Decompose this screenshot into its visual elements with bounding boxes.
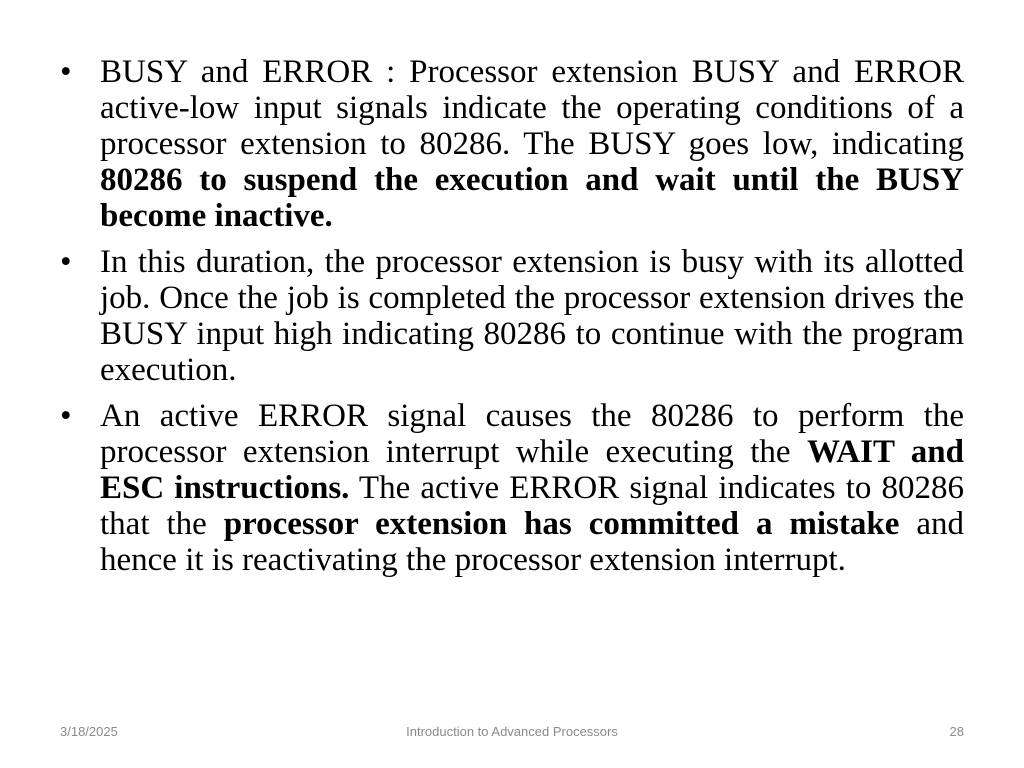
footer-title: Introduction to Advanced Processors <box>406 724 618 739</box>
bullet-icon: • <box>60 244 72 280</box>
text-segment: and hence it is reactivating the processor extension interrupt. <box>100 506 964 578</box>
bullet-text <box>100 244 964 388</box>
bullet-item-duration <box>60 244 964 388</box>
bullet-item-busy-error <box>60 54 964 234</box>
bullet-icon: • <box>60 54 72 90</box>
bullet-item-error-signal <box>60 398 964 578</box>
text-segment: BUSY and ERROR : Processor extension BUSY and ERROR active-low input signals indicate the operating conditions of a processor extension to 80286. The BUSY goes low, indicating <box>100 54 964 162</box>
bullet-icon: • <box>60 398 72 434</box>
bold-text-segment: 80286 to suspend the execution and wait until the BUSY become inactive. <box>100 162 964 234</box>
bold-text-segment: processor extension has committed a mistake <box>223 506 900 542</box>
footer-page-number: 28 <box>949 724 964 739</box>
bullet-text <box>100 398 964 578</box>
bullet-list <box>60 54 964 588</box>
text-segment: An active ERROR signal causes the 80286 to perform the processor extension interrupt while executing the <box>100 398 964 470</box>
bold-text-segment: WAIT and ESC instructions. <box>100 434 964 506</box>
text-segment: In this duration, the processor extension is busy with its allotted job. Once the job is completed the processor extension drives the BUSY input high indicating 80286 to continue with the program execution. <box>100 244 964 388</box>
footer-date: 3/18/2025 <box>60 724 118 739</box>
bullet-text <box>100 54 964 234</box>
text-segment: The active ERROR signal indicates to 80286 that the <box>100 470 964 542</box>
